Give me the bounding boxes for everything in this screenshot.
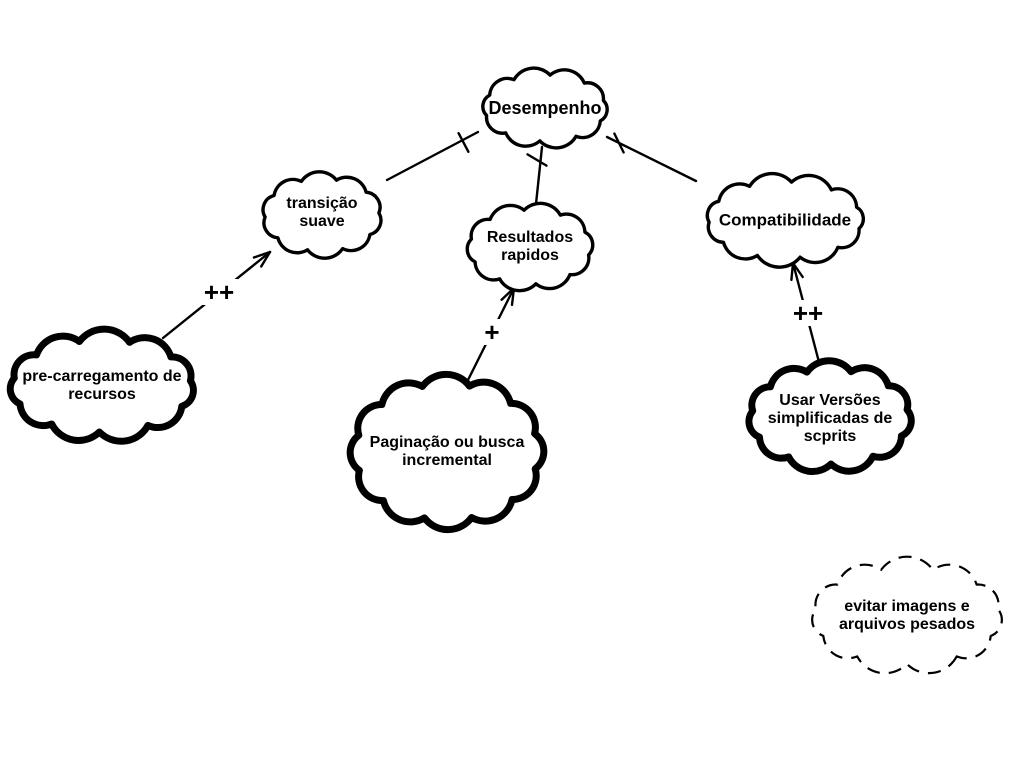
edge-desempenho-transicao	[387, 132, 478, 180]
node-label-compatibilidade[interactable]: Compatibilidade	[718, 210, 852, 230]
edge-weight-label-plus-center: +	[480, 319, 503, 345]
node-label-transicao-suave[interactable]: transição suave	[286, 194, 358, 230]
node-label-desempenho[interactable]: Desempenho	[488, 97, 602, 118]
edge-desempenho-resultados-tick	[528, 154, 547, 165]
node-label-paginacao[interactable]: Paginação ou busca incremental	[369, 433, 525, 469]
edge-weight-label-plusplus-right: ++	[789, 300, 827, 326]
node-label-resultados-rapidos[interactable]: Resultados rapidos	[486, 228, 574, 264]
edge-desempenho-compatibilidade-tick	[614, 134, 623, 153]
edge-desempenho-resultados	[536, 147, 542, 204]
node-label-pre-carregamento[interactable]: pre-carregamento de recursos	[22, 367, 182, 403]
node-label-evitar-imagens[interactable]: evitar imagens e arquivos pesados	[838, 597, 976, 633]
edge-weight-label-plusplus-left: ++	[200, 279, 238, 305]
node-label-usar-versoes[interactable]: Usar Versões simplificadas de scprits	[767, 391, 893, 446]
